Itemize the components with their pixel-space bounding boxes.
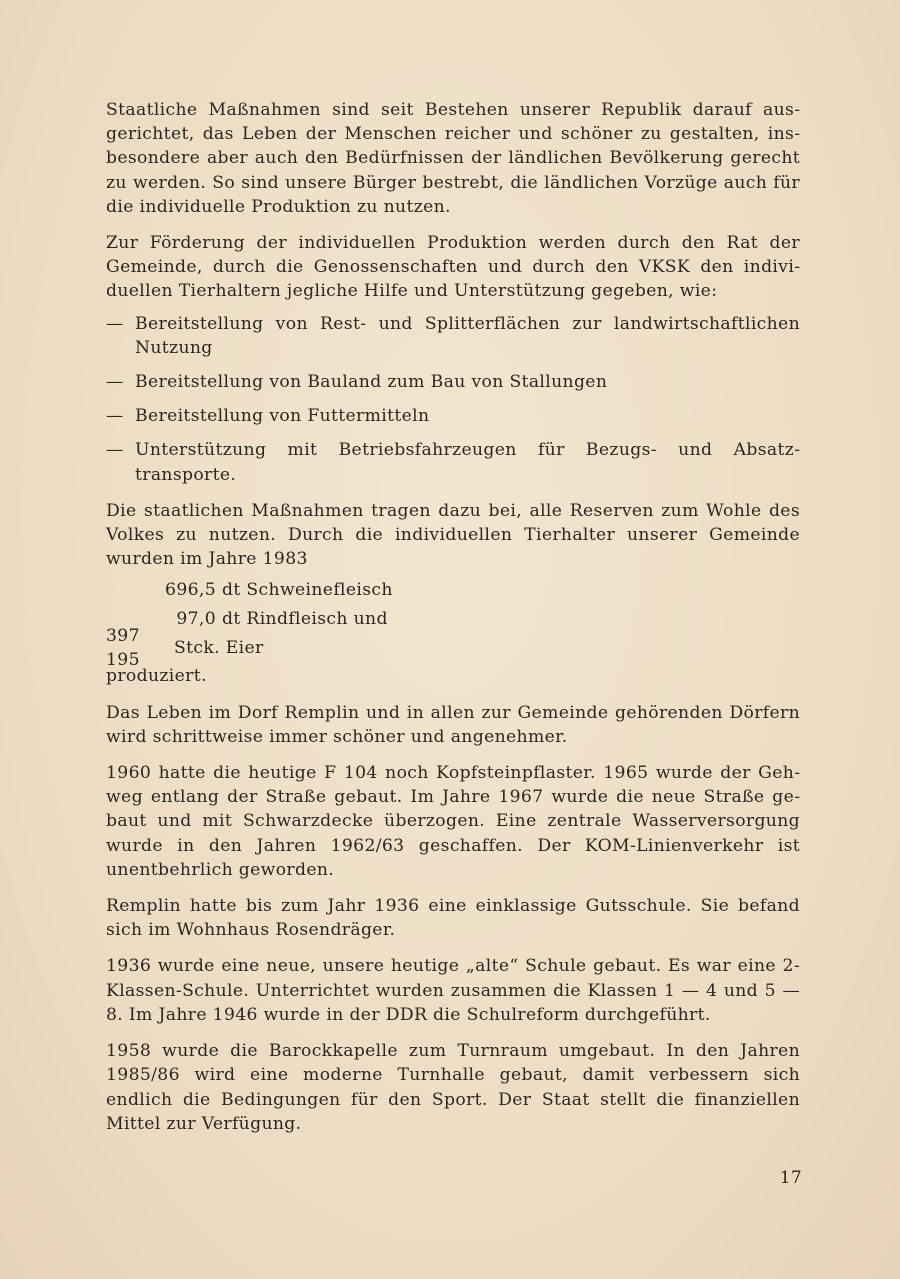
support-list: [106, 312, 800, 487]
production-quantity: 97,0: [176, 608, 216, 629]
list-dash: —: [106, 440, 124, 461]
production-row-beef: [106, 604, 800, 633]
production-figures: [106, 575, 800, 670]
production-row-eggs: [106, 625, 800, 670]
production-item: Stck. Eier: [174, 637, 264, 658]
list-item: [106, 370, 800, 394]
body-text: [106, 98, 800, 1148]
paragraph-old-school: Remplin hatte bis zum Jahr 1936 eine einklassige Gutsschule. Sie befand sich im Wohnhaus Rosendräger.: [106, 896, 800, 941]
production-quantity: 397 195: [106, 625, 140, 670]
paragraph-reserves: Die staatlichen Maßnahmen tragen dazu bei, alle Reserven zum Wohle des Volkes zu nutzen. Durch die individuellen Tierhalter unserer Gemeinde wurden im Jahre 1983: [106, 500, 800, 570]
list-dash: —: [106, 372, 124, 393]
paragraph-infrastructure: 1960 hatte die heutige F 104 noch Kopfsteinpflaster. 1965 wurde der Gehweg entlang der Straße gebaut. Im Jahre 1967 wurde die neue Straße gebaut und mit Schwarzdecke überzogen. Eine zentrale Wasserversorgung wurde in den Jahren 1962/63 geschaffen. Der KOM-Linienverkehr ist unentbehrlich geworden.: [106, 763, 800, 880]
paragraph-support-intro: Zur Förderung der individuellen Produktion werden durch den Rat der Gemeinde, durch die Genossenschaften und durch den VKSK den individuellen Tierhaltern jegliche Hilfe und Unterstützung gegeben, wie:: [106, 233, 800, 302]
paragraph-gym: 1958 wurde die Barockkapelle zum Turnraum umgebaut. In den Jahren 1985/86 wird eine moderne Turnhalle gebaut, damit verbessern sich endlich die Bedingungen für den Sport. Der Staat stellt die finanziellen Mittel zur Verfügung.: [106, 1041, 800, 1134]
list-dash: —: [106, 406, 124, 427]
paragraph-new-school: 1936 wurde eine neue, unsere heutige „alte“ Schule gebaut. Es war eine 2-Klassen-Schule. Unterrichtet wurden zusammen die Klassen 1 — 4 und 5 — 8. Im Jahre 1946 wurde in der DDR die Schulreform durchgeführt.: [106, 956, 800, 1025]
paragraph-state-measures: Staatliche Maßnahmen sind seit Bestehen unserer Republik darauf ausgerichtet, das Leben der Menschen reicher und schöner zu gestalten, insbesondere aber auch den Bedürfnissen der ländlichen Bevölkerung gerecht zu werden. So sind unsere Bürger bestrebt, die ländlichen Vorzüge auch für die individuelle Produktion zu nutzen.: [106, 100, 800, 217]
list-item-text: Bereitstellung von Rest- und Splitterflächen zur landwirtschaftlichen Nutzung: [135, 313, 800, 358]
list-item-text: Bereitstellung von Futtermitteln: [135, 406, 430, 427]
list-item-text: Bereitstellung von Bauland zum Bau von Stallungen: [135, 372, 608, 393]
production-closing: produziert.: [106, 666, 207, 687]
list-item: [106, 312, 800, 360]
list-item-text: Unterstützung mit Betriebsfahrzeugen für Bezugs- und Absatztransporte.: [135, 440, 800, 485]
production-quantity: 696,5: [165, 579, 216, 600]
page-number: 17: [779, 1168, 802, 1188]
production-row-pork: [106, 575, 800, 604]
production-item: dt Schweinefleisch: [222, 579, 393, 600]
paragraph-village-life: Das Leben im Dorf Remplin und in allen zur Gemeinde gehörenden Dörfern wird schrittweise immer schöner und angenehmer.: [106, 702, 800, 747]
list-item: [106, 438, 800, 486]
production-item: dt Rindfleisch und: [222, 608, 388, 629]
list-dash: —: [106, 313, 124, 334]
list-item: [106, 404, 800, 428]
